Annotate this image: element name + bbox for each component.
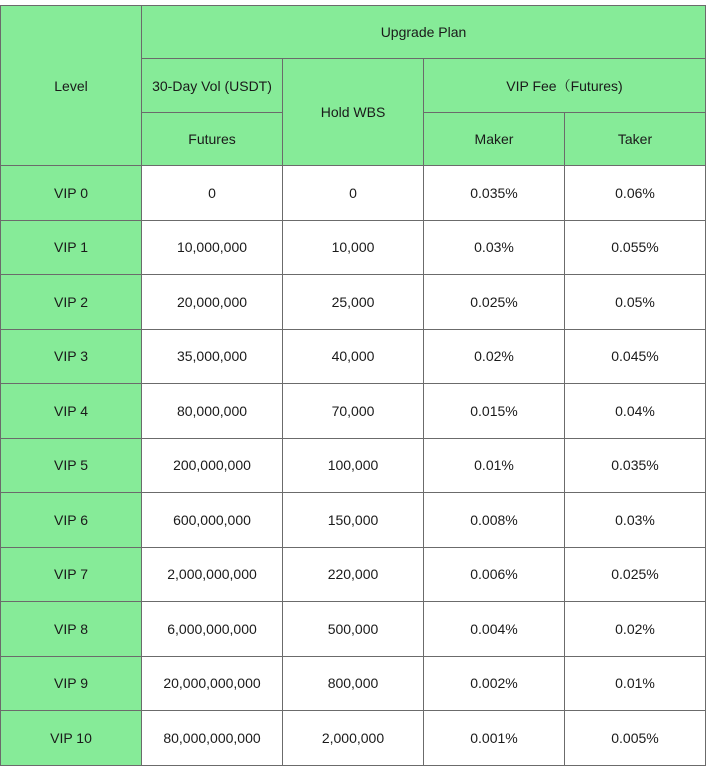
hold-wbs-cell: 220,000 — [283, 547, 424, 602]
upgrade-plan-header: Upgrade Plan — [142, 6, 706, 59]
futures-volume-cell: 600,000,000 — [142, 493, 283, 548]
maker-header: Maker — [424, 113, 565, 166]
table-row — [1, 493, 706, 548]
table-header — [1, 6, 706, 166]
maker-fee-cell: 0.004% — [424, 602, 565, 657]
futures-volume-cell: 80,000,000,000 — [142, 711, 283, 766]
table-row — [1, 220, 706, 275]
vol-30day-header: 30-Day Vol (USDT) — [142, 59, 283, 113]
futures-volume-cell: 20,000,000,000 — [142, 656, 283, 711]
futures-header: Futures — [142, 113, 283, 166]
table-body — [1, 166, 706, 766]
level-cell: VIP 6 — [1, 493, 142, 548]
level-header: Level — [1, 6, 142, 166]
table-row — [1, 384, 706, 439]
level-cell: VIP 4 — [1, 384, 142, 439]
hold-wbs-cell: 10,000 — [283, 220, 424, 275]
level-cell: VIP 0 — [1, 166, 142, 221]
maker-fee-cell: 0.008% — [424, 493, 565, 548]
taker-fee-cell: 0.045% — [565, 329, 706, 384]
table-row — [1, 166, 706, 221]
taker-fee-cell: 0.055% — [565, 220, 706, 275]
level-cell: VIP 1 — [1, 220, 142, 275]
table-row — [1, 547, 706, 602]
taker-fee-cell: 0.01% — [565, 656, 706, 711]
hold-wbs-cell: 500,000 — [283, 602, 424, 657]
level-cell: VIP 8 — [1, 602, 142, 657]
hold-wbs-cell: 800,000 — [283, 656, 424, 711]
maker-fee-cell: 0.002% — [424, 656, 565, 711]
hold-wbs-cell: 25,000 — [283, 275, 424, 330]
taker-fee-cell: 0.035% — [565, 438, 706, 493]
maker-fee-cell: 0.015% — [424, 384, 565, 439]
futures-volume-cell: 2,000,000,000 — [142, 547, 283, 602]
level-cell: VIP 7 — [1, 547, 142, 602]
maker-fee-cell: 0.03% — [424, 220, 565, 275]
header-row-1 — [1, 6, 706, 59]
table-row — [1, 329, 706, 384]
table-row — [1, 656, 706, 711]
futures-volume-cell: 0 — [142, 166, 283, 221]
futures-volume-cell: 6,000,000,000 — [142, 602, 283, 657]
taker-fee-cell: 0.025% — [565, 547, 706, 602]
maker-fee-cell: 0.025% — [424, 275, 565, 330]
table-row — [1, 275, 706, 330]
level-cell: VIP 5 — [1, 438, 142, 493]
level-cell: VIP 9 — [1, 656, 142, 711]
hold-wbs-cell: 150,000 — [283, 493, 424, 548]
futures-volume-cell: 35,000,000 — [142, 329, 283, 384]
level-cell: VIP 2 — [1, 275, 142, 330]
taker-fee-cell: 0.04% — [565, 384, 706, 439]
table-row — [1, 438, 706, 493]
maker-fee-cell: 0.035% — [424, 166, 565, 221]
vip-fee-header: VIP Fee（Futures) — [424, 59, 706, 113]
futures-volume-cell: 200,000,000 — [142, 438, 283, 493]
hold-wbs-header: Hold WBS — [283, 59, 424, 166]
taker-fee-cell: 0.02% — [565, 602, 706, 657]
taker-fee-cell: 0.005% — [565, 711, 706, 766]
hold-wbs-cell: 70,000 — [283, 384, 424, 439]
level-cell: VIP 10 — [1, 711, 142, 766]
hold-wbs-cell: 100,000 — [283, 438, 424, 493]
maker-fee-cell: 0.001% — [424, 711, 565, 766]
maker-fee-cell: 0.006% — [424, 547, 565, 602]
level-cell: VIP 3 — [1, 329, 142, 384]
hold-wbs-cell: 0 — [283, 166, 424, 221]
vip-fee-table — [0, 5, 706, 766]
maker-fee-cell: 0.02% — [424, 329, 565, 384]
table-row — [1, 602, 706, 657]
futures-volume-cell: 80,000,000 — [142, 384, 283, 439]
maker-fee-cell: 0.01% — [424, 438, 565, 493]
hold-wbs-cell: 40,000 — [283, 329, 424, 384]
taker-header: Taker — [565, 113, 706, 166]
taker-fee-cell: 0.06% — [565, 166, 706, 221]
futures-volume-cell: 10,000,000 — [142, 220, 283, 275]
taker-fee-cell: 0.05% — [565, 275, 706, 330]
table-row — [1, 711, 706, 766]
futures-volume-cell: 20,000,000 — [142, 275, 283, 330]
hold-wbs-cell: 2,000,000 — [283, 711, 424, 766]
taker-fee-cell: 0.03% — [565, 493, 706, 548]
